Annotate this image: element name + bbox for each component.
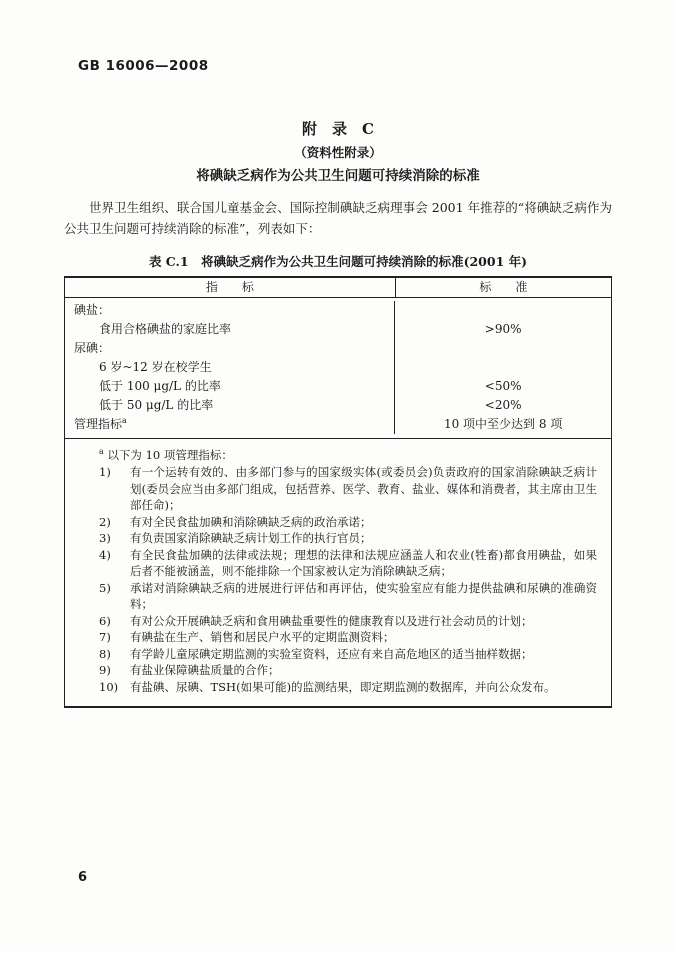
appendix-title: 附 录 C xyxy=(302,120,374,138)
footnote-item-text: 有盐碘、尿碘、TSH(如果可能)的监测结果，即定期监测的数据库，并向公众发布。 xyxy=(130,679,556,694)
footnote-item xyxy=(99,530,597,547)
footnote-lead-text: 以下为 10 项管理指标： xyxy=(107,447,233,462)
table-row xyxy=(65,320,611,339)
footnote-item xyxy=(99,464,597,514)
footnote-item-text: 承诺对消除碘缺乏病的进展进行评估和再评估，使实验室应有能力提供盐碘和尿碘的准确资料； xyxy=(130,580,597,611)
indicator-cell: 食用合格碘盐的家庭比率 xyxy=(65,320,395,339)
standard-cell: <20% xyxy=(484,397,522,412)
footnote-item xyxy=(99,514,597,531)
intro-paragraph: 世界卫生组织、联合国儿童基金会、国际控制碘缺乏病理事会 2001 年推荐的“将碘缺乏病作为公共卫生问题可持续消除的标准”，列表如下： xyxy=(64,200,612,236)
footnote-item xyxy=(99,629,597,646)
footnote-item-text: 有一个运转有效的、由多部门参与的国家级实体(或委员会)负责政府的国家消除碘缺乏病计划(委员会应当由多部门组成，包括营养、医学、教育、盐业、媒体和消费者，其主席由卫生部任命)； xyxy=(130,465,597,512)
footnote-item-text: 有全民食盐加碘的法律或法规；理想的法律和法规应涵盖人和农业(牲畜)都食用碘盐，如果后者不能被涵盖，则不能排除一个国家被认定为消除碘缺乏病； xyxy=(130,547,597,578)
indicator-cell: 尿碘： xyxy=(65,339,395,358)
document-body xyxy=(64,121,612,708)
footnote-item-number: 1) xyxy=(99,465,111,479)
footnote-item-number: 9) xyxy=(99,663,111,677)
appendix-subtitle: （资料性附录） xyxy=(294,145,382,160)
appendix-heading: 将碘缺乏病作为公共卫生问题可持续消除的标准 xyxy=(196,168,480,184)
table-caption: 表 C.1 将碘缺乏病作为公共卫生问题可持续消除的标准(2001 年) xyxy=(148,253,528,269)
footnote-item xyxy=(99,662,597,679)
footnote-item xyxy=(99,646,597,663)
table-c1 xyxy=(64,276,612,709)
table-body xyxy=(65,298,611,438)
footnote-item-number: 8) xyxy=(99,646,111,661)
standard-cell: 10 项中至少达到 8 项 xyxy=(443,416,563,431)
footnote-item-number: 7) xyxy=(99,630,111,644)
indicator-cell: 6 岁~12 岁在校学生 xyxy=(65,358,395,377)
footnote-item-text: 有碘盐在生产、销售和居民户水平的定期监测资料； xyxy=(130,630,395,644)
footnote-item-number: 10) xyxy=(99,679,119,694)
indicator-cell: 低于 50 μg/L 的比率 xyxy=(65,396,395,415)
footnote-item-text: 有负责国家消除碘缺乏病计划工作的执行官员； xyxy=(130,531,372,545)
table-row xyxy=(65,339,611,358)
footnote-item xyxy=(99,547,597,580)
footnote-item-text: 有学龄儿童尿碘定期监测的实验室资料，还应有来自高危地区的适当抽样数据； xyxy=(130,646,533,661)
footnote-item-number: 3) xyxy=(99,531,111,545)
footnote-item xyxy=(99,613,597,630)
footnote-item xyxy=(99,679,597,696)
table-row xyxy=(65,415,611,434)
footnote-items xyxy=(99,464,597,695)
page-number: 6 xyxy=(78,870,88,885)
standard-cell: <50% xyxy=(484,378,522,393)
table-row xyxy=(65,301,611,320)
footnote-item xyxy=(99,580,597,613)
table-row xyxy=(65,377,611,396)
footnote-item-text: 有对公众开展碘缺乏病和食用碘盐重要性的健康教育以及进行社会动员的计划； xyxy=(130,613,533,628)
footnote-item-number: 5) xyxy=(99,580,111,595)
footnote-reference: a xyxy=(122,415,127,425)
footnote-item-number: 2) xyxy=(99,514,111,529)
table-header-standard: 标 准 xyxy=(479,279,528,294)
table-header-indicator: 指 标 xyxy=(65,278,396,297)
footnote-item-number: 6) xyxy=(99,613,111,628)
footnote-lead xyxy=(99,447,597,464)
footnote-marker: a xyxy=(99,446,104,456)
footnote-item-text: 有盐业保障碘盐质量的合作； xyxy=(130,663,280,677)
indicator-cell: 碘盐： xyxy=(65,301,395,320)
footnote-item-text: 有对全民食盐加碘和消除碘缺乏病的政治承诺； xyxy=(130,514,372,529)
table-footnote xyxy=(65,438,611,707)
standard-cell xyxy=(395,301,611,320)
standard-number-header: GB 16006—2008 xyxy=(78,58,209,74)
table-row xyxy=(65,358,611,377)
table-row xyxy=(65,396,611,415)
table-header-row xyxy=(65,278,611,298)
standard-cell xyxy=(395,339,611,358)
footnote-item-number: 4) xyxy=(99,547,111,562)
indicator-cell: 低于 100 μg/L 的比率 xyxy=(65,377,395,396)
standard-cell: >90% xyxy=(484,321,522,336)
standard-cell xyxy=(395,358,611,377)
indicator-cell: 管理指标$^a$ xyxy=(65,415,395,434)
